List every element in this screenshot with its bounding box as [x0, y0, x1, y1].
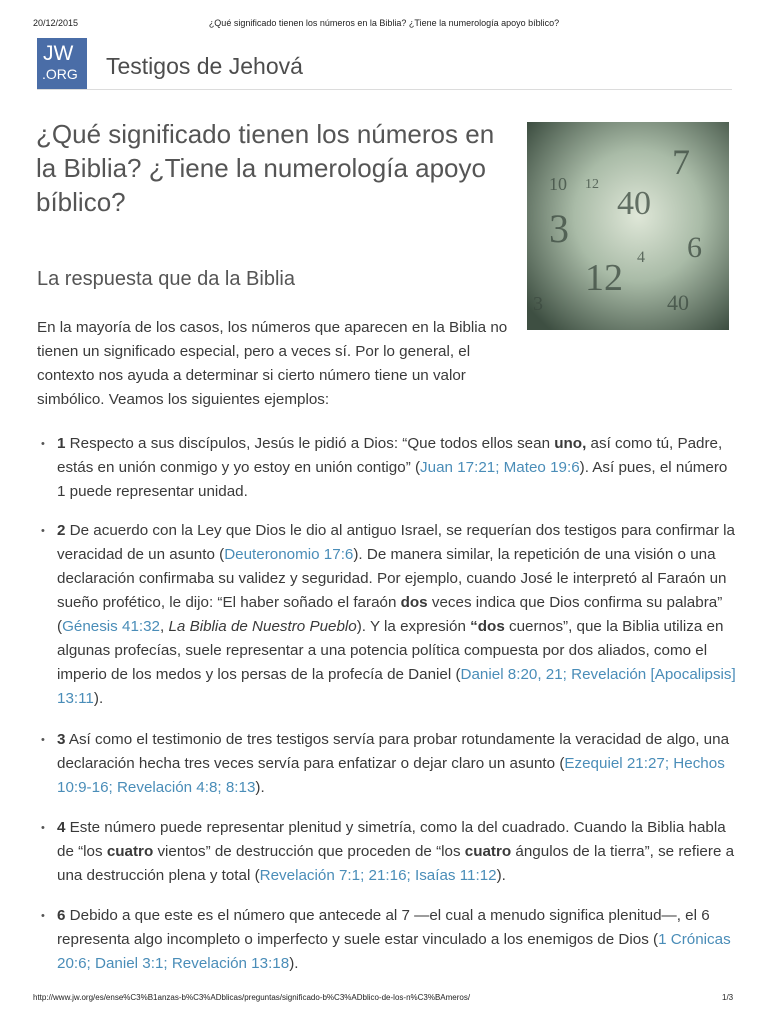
item-number: 3: [57, 731, 66, 748]
img-number-3a: 3: [549, 206, 569, 251]
example-list-3: [37, 728, 737, 800]
item-text: así como tú, Padre, estás en unión conmigo y yo estoy en unión contigo” (: [57, 435, 723, 476]
img-number-6: 6: [687, 231, 702, 264]
list-item-1: [37, 432, 737, 504]
example-list-4: [37, 816, 737, 888]
bold-word: cuatro: [464, 843, 512, 860]
list-item-6: [37, 904, 737, 976]
example-list-6: [37, 904, 737, 976]
img-number-12b: 12: [585, 257, 623, 299]
list-item-3: [37, 728, 737, 800]
intro-text: En la mayoría de los casos, los números que aparecen en la Biblia no tienen un significado especial, pero a veces sí. Por lo general, el contexto nos ayuda a determinar si cierto número tiene un valor simbólico. Veamos los siguientes ejemplos:: [37, 319, 508, 408]
item-text: ). Y la expresión: [356, 618, 471, 635]
site-name[interactable]: Testigos de Jehová: [106, 53, 303, 79]
item-number: 4: [57, 819, 66, 836]
example-list-1: [37, 432, 737, 504]
bible-version: La Biblia de Nuestro Pueblo: [168, 618, 357, 635]
item-text: ).: [289, 955, 299, 972]
intro-paragraph: [37, 316, 737, 412]
scripture-link[interactable]: 1 Crónicas 20:6; Daniel 3:1; Revelación 13:18: [57, 931, 731, 972]
print-date: 20/12/2015: [33, 18, 79, 28]
page-number: 1/3: [722, 993, 734, 1002]
item-text: ). De manera similar, la repetición de una visión o una declaración confirmaba su validez y seguridad. Por ejemplo, cuando José le interpretó al Faraón un sueño profético, le dijo: “El haber soñado el faraón: [57, 546, 727, 611]
item-text: ).: [93, 690, 104, 707]
item-number: 2: [57, 522, 66, 539]
item-text: ).: [255, 779, 265, 796]
item-text: Este número puede representar plenitud y simetría, como la del cuadrado. Cuando la Biblia habla de “los: [57, 819, 726, 860]
item-text: veces indica que Dios confirma su palabra” (: [57, 594, 723, 635]
img-number-10: 10: [549, 174, 567, 194]
print-url: http://www.jw.org/es/ense%C3%B1anzas-b%C3%ADblicas/preguntas/significado-b%C3%ADblico-de-los-n%C3%BAmeros/: [33, 993, 471, 1002]
scripture-link[interactable]: Daniel 8:20, 21; Revelación [Apocalipsis] 13:11: [57, 666, 736, 707]
logo-line2: .ORG: [42, 66, 78, 82]
img-number-7: 7: [672, 142, 690, 182]
item-number: 1: [57, 435, 66, 452]
item-text: ,: [160, 618, 169, 635]
item-text: Respecto a sus discípulos, Jesús le pidió a Dios: “Que todos ellos sean: [65, 435, 555, 452]
scripture-link[interactable]: Ezequiel 21:27; Hechos 10:9-16; Revelación 4:8; 8:13: [57, 755, 725, 796]
print-doc-title: ¿Qué significado tienen los números en la Biblia? ¿Tiene la numerología apoyo bíblico?: [208, 18, 560, 28]
item-text: ). Así pues, el número 1 puede representar unidad.: [57, 459, 728, 500]
item-text: cuernos”, que la Biblia utiliza en algunas profecías, suele representar a una potencia política compuesta por dos aliados, como el imperio de los medos y los persas de la profecía de Daniel (: [57, 618, 724, 683]
img-number-4: 4: [637, 249, 645, 266]
bold-word: dos: [400, 594, 428, 611]
img-number-40b: 40: [667, 290, 689, 315]
item-text: De acuerdo con la Ley que Dios le dio al antiguo Israel, se requerían dos testigos para confirmar la veracidad de un asunto (: [57, 522, 735, 563]
logo-line1: JW: [43, 42, 74, 65]
scripture-link[interactable]: Deuteronomio 17:6: [224, 546, 354, 563]
item-text: Debido a que este es el número que antecede al 7 —el cual a menudo significa plenitud—, el 6 representa algo incompleto o imperfecto y suele estar vinculado a los enemigos de Dios (: [57, 907, 710, 948]
bold-word: “dos: [470, 618, 505, 635]
scripture-link[interactable]: Juan 17:21; Mateo 19:6: [420, 459, 580, 476]
item-text: ).: [496, 867, 506, 884]
scripture-link[interactable]: Revelación 7:1; 21:16; Isaías 11:12: [259, 867, 497, 884]
scripture-link[interactable]: Génesis 41:32: [62, 618, 161, 635]
item-text: vientos” de destrucción que proceden de “los: [153, 843, 465, 860]
item-text: Así como el testimonio de tres testigos servía para probar rotundamente la veracidad de algo, una declaración hecha tres veces servía para enfatizar o dejar claro un asunto (: [57, 731, 730, 772]
img-number-40a: 40: [617, 185, 651, 222]
article-title: ¿Qué significado tienen los números en la Biblia? ¿Tiene la numerología apoyo bíblico?: [36, 119, 495, 217]
list-item-2: [37, 519, 737, 711]
bold-word: cuatro: [106, 843, 154, 860]
item-number: 6: [57, 907, 66, 924]
jw-org-logo[interactable]: [37, 38, 87, 89]
list-item-4: [37, 816, 737, 888]
bold-word: uno,: [554, 435, 587, 452]
example-list-2: [37, 519, 737, 711]
img-number-3b: 3: [533, 293, 543, 315]
section-subheading: La respuesta que da la Biblia: [37, 268, 295, 290]
numbers-illustration: [527, 122, 729, 330]
item-text: ángulos de la tierra”, se refiere a una destrucción plena y total (: [57, 843, 735, 884]
header-divider: [37, 89, 732, 90]
img-number-12a: 12: [585, 177, 599, 192]
